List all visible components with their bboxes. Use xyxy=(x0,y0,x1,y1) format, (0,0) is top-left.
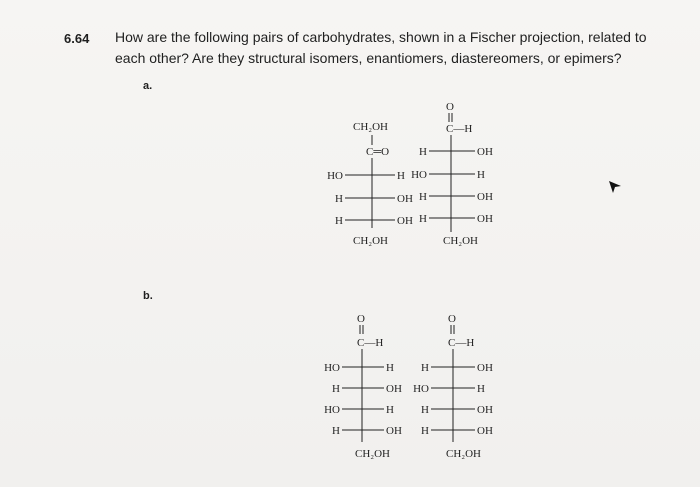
fischer-b-left-top: C—H xyxy=(357,337,384,349)
substituent-right: OH xyxy=(477,213,493,225)
substituent-right: OH xyxy=(386,383,402,395)
substituent-left: H xyxy=(332,425,340,437)
substituent-right: OH xyxy=(477,404,493,416)
substituent-left: H xyxy=(419,191,427,203)
substituent-left: HO xyxy=(324,404,340,416)
fischer-a-right-top: C—H xyxy=(446,123,473,135)
substituent-right: H xyxy=(477,383,485,395)
substituent-left: HO xyxy=(413,383,429,395)
part-a-label: a. xyxy=(143,80,153,92)
carbonyl-oxygen: O xyxy=(446,101,454,113)
substituent-right: OH xyxy=(397,193,413,205)
carbonyl-oxygen: O xyxy=(357,313,365,325)
fischer-b-left xyxy=(322,312,422,462)
fischer-b-right xyxy=(415,312,515,462)
substituent-left: H xyxy=(419,146,427,158)
substituent-left: H xyxy=(421,362,429,374)
fischer-a-right-bottom: CH₂OH xyxy=(443,235,479,247)
substituent-left: H xyxy=(419,213,427,225)
substituent-right: OH xyxy=(386,425,402,437)
fischer-a-left-second: C═O xyxy=(366,146,390,158)
fischer-b-right-bottom: CH₂OH xyxy=(446,448,482,460)
substituent-left: H xyxy=(335,193,343,205)
substituent-left: HO xyxy=(327,170,343,182)
substituent-left: HO xyxy=(324,362,340,374)
mouse-pointer-icon xyxy=(608,180,622,194)
fischer-a-left xyxy=(320,118,420,250)
fischer-a-left-bottom: CH₂OH xyxy=(353,235,389,247)
substituent-left: HO xyxy=(411,169,427,181)
substituent-left: H xyxy=(421,425,429,437)
substituent-right: OH xyxy=(477,146,493,158)
substituent-right: H xyxy=(386,362,394,374)
fischer-b-left-bottom: CH₂OH xyxy=(355,448,391,460)
carbonyl-oxygen: O xyxy=(448,313,456,325)
fischer-a-right xyxy=(411,100,515,250)
substituent-right: OH xyxy=(477,425,493,437)
fischer-a-left-top: CH₂OH xyxy=(353,121,389,133)
question-text: How are the following pairs of carbohydrates, shown in a Fischer projection, related to each other? Are they structural isomers, enantiomers, diastereomers, or epimers? xyxy=(115,29,647,66)
substituent-right: H xyxy=(397,170,405,182)
substituent-left: H xyxy=(421,404,429,416)
substituent-right: OH xyxy=(477,191,493,203)
substituent-right: H xyxy=(477,169,485,181)
substituent-right: OH xyxy=(397,215,413,227)
substituent-right: OH xyxy=(477,362,493,374)
substituent-left: H xyxy=(335,215,343,227)
fischer-b-right-top: C—H xyxy=(448,337,475,349)
substituent-left: H xyxy=(332,383,340,395)
question-number: 6.64 xyxy=(64,31,90,46)
part-b-label: b. xyxy=(143,290,153,302)
substituent-right: H xyxy=(386,404,394,416)
